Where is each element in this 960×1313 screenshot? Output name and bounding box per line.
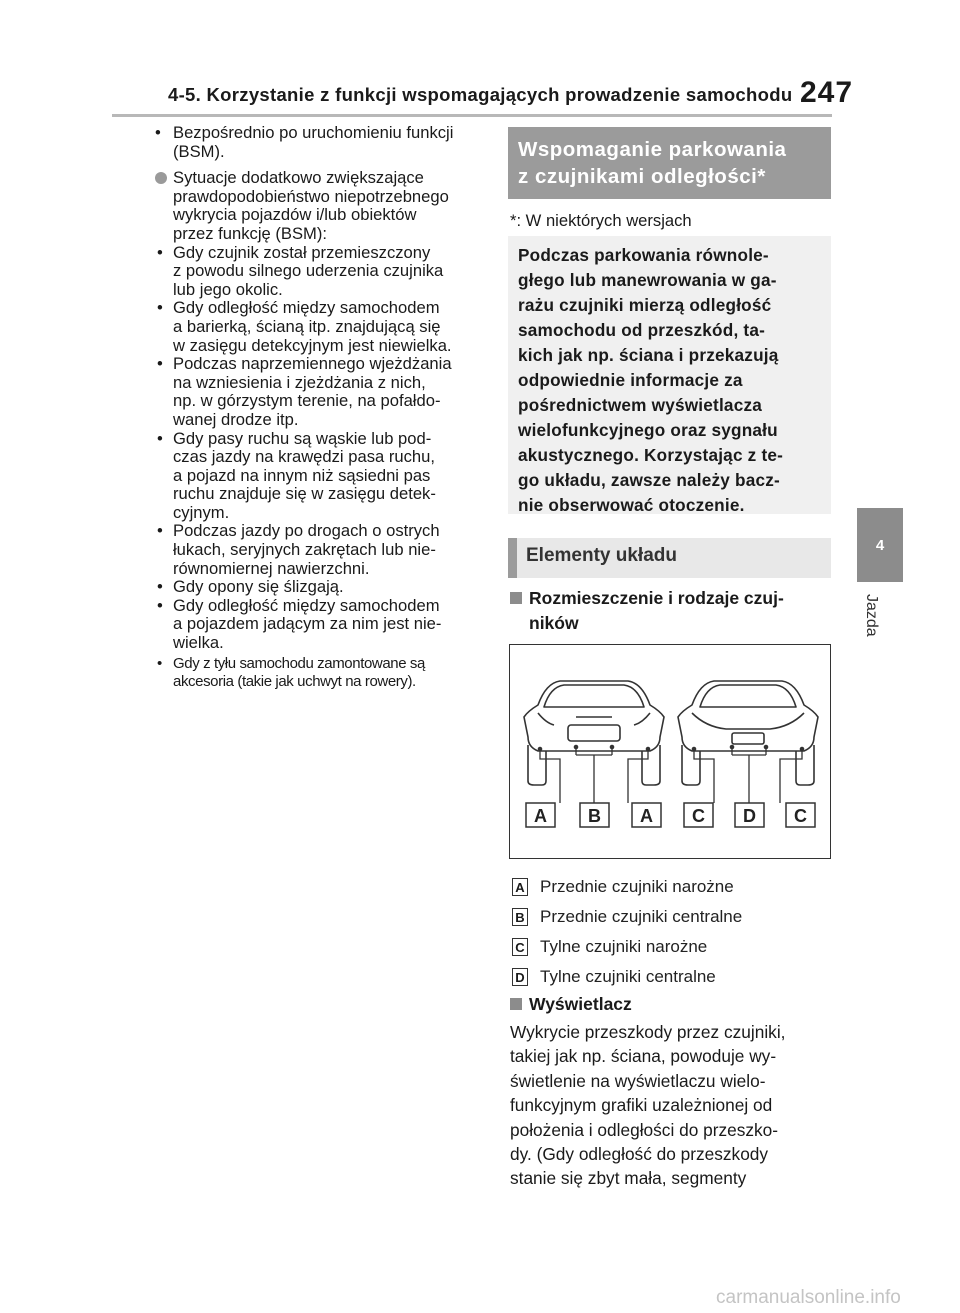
page-number: 247 (800, 76, 854, 109)
legend-key: A (512, 878, 528, 896)
legend-text: Tylne czujniki centralne (540, 967, 716, 986)
chapter-tab[interactable]: 4 (857, 508, 903, 582)
figure-label: C (794, 806, 807, 826)
rear-car-plate (732, 733, 764, 744)
header-divider (112, 114, 832, 117)
square-bullet-icon (510, 998, 522, 1010)
front-car-grille (568, 725, 620, 741)
legend-text: Przednie czujniki narożne (540, 877, 734, 896)
rear-car-window (700, 685, 796, 707)
watermark: carmanualsonline.info (716, 1287, 901, 1308)
circle-bullet-icon (155, 172, 167, 184)
legend-row (512, 962, 832, 992)
legend-text: Tylne czujniki narożne (540, 937, 708, 956)
summary-box: Podczas parkowania równole- głego lub manewrowania w ga- rażu czujniki mierzą odległość samochodu od przeszkód, ta- kich jak np. ściana i przekazują odpowiednie informacje za pośrednictwem wyświetlacza wielofunkcyjnego oraz sygnału akustycznego. Korzystając z te- go układu, zawsze należy bacz- nie obserwować otoczenie. (508, 236, 831, 514)
circle-bullet-item: Sytuacje dodatkowo zwiększające prawdopodobieństwo niepotrzebnego wykrycia pojazdów i/lub obiektów przez funkcję (BSM): (153, 169, 488, 243)
list-item: • Gdy odległość między samochodem a barierką, ścianą itp. znajdującą się w zasięgu detekcyjnym jest niewielka. (153, 299, 488, 355)
figure-legend (512, 872, 832, 992)
front-car-windshield (544, 685, 644, 707)
legend-row (512, 932, 832, 962)
legend-key: C (512, 938, 528, 956)
list-item: • Gdy pasy ruchu są wąskie lub pod- czas jazdy na krawędzi pasa ruchu, a pojazd na innym niż sąsiedni pas ruchu znajduje się w zasięgu detek- cyjnym. (153, 430, 488, 523)
rear-car-outline (678, 681, 818, 751)
square-bullet-icon (510, 592, 522, 604)
figure-label: C (692, 806, 705, 826)
subsection-title: Elementy układu (508, 538, 831, 578)
figure-label: A (640, 806, 653, 826)
footnote: *: W niektórych wersjach (510, 211, 692, 230)
list-item: • Gdy czujnik został przemieszczony z powodu silnego uderzenia czujnika lub jego okolic. (153, 244, 488, 300)
list-item: • Gdy opony się ślizgają. (153, 578, 488, 597)
bullet-item: • Bezpośrednio po uruchomieniu funkcji (BSM). (153, 124, 488, 161)
list-item: • Podczas naprzemiennego wjeżdżania na wzniesienia i zjeżdżania z nich, np. w górzystym terenie, na pofałdo- wanej drodze itp. (153, 355, 488, 429)
legend-key: B (512, 908, 528, 926)
car-sensor-diagram (510, 645, 829, 857)
legend-row (512, 872, 832, 902)
list-item: • Gdy z tyłu samochodu zamontowane są akcesoria (takie jak uchwyt na rowery). (153, 655, 488, 691)
legend-key: D (512, 968, 528, 986)
display-paragraph: Wykrycie przeszkody przez czujniki, takiej jak np. ściana, powoduje wy- świetlenie na wyświetlaczu wielo- funkcyjnym grafiki uzależnionej od położenia i odległości do przeszko- dy. (Gdy odległość do przeszkody stanie się zbyt mała, segmenty (510, 1022, 786, 1189)
figure-label: B (588, 806, 601, 826)
section-title: Wspomaganie parkowania z czujnikami odległości* (508, 127, 831, 199)
chapter-title: 4-5. Korzystanie z funkcji wspomagających prowadzenie samochodu (168, 84, 793, 105)
figure-label: A (534, 806, 547, 826)
legend-row (512, 902, 832, 932)
list-item: • Gdy odległość między samochodem a pojazdem jadącym za nim jest nie- wielka. (153, 597, 488, 653)
chapter-tab-label: Jazda (863, 594, 880, 637)
sensor-layout-figure (509, 644, 831, 859)
sensors-heading: Rozmieszczenie i rodzaje czuj- ników (510, 586, 829, 636)
list-item: • Podczas jazdy po drogach o ostrych łukach, seryjnych zakrętach lub nie- równomiernej nawierzchni. (153, 522, 488, 578)
display-heading: Wyświetlacz (510, 992, 632, 1017)
legend-text: Przednie czujniki centralne (540, 907, 743, 926)
left-column (153, 124, 488, 691)
figure-label: D (743, 806, 756, 826)
